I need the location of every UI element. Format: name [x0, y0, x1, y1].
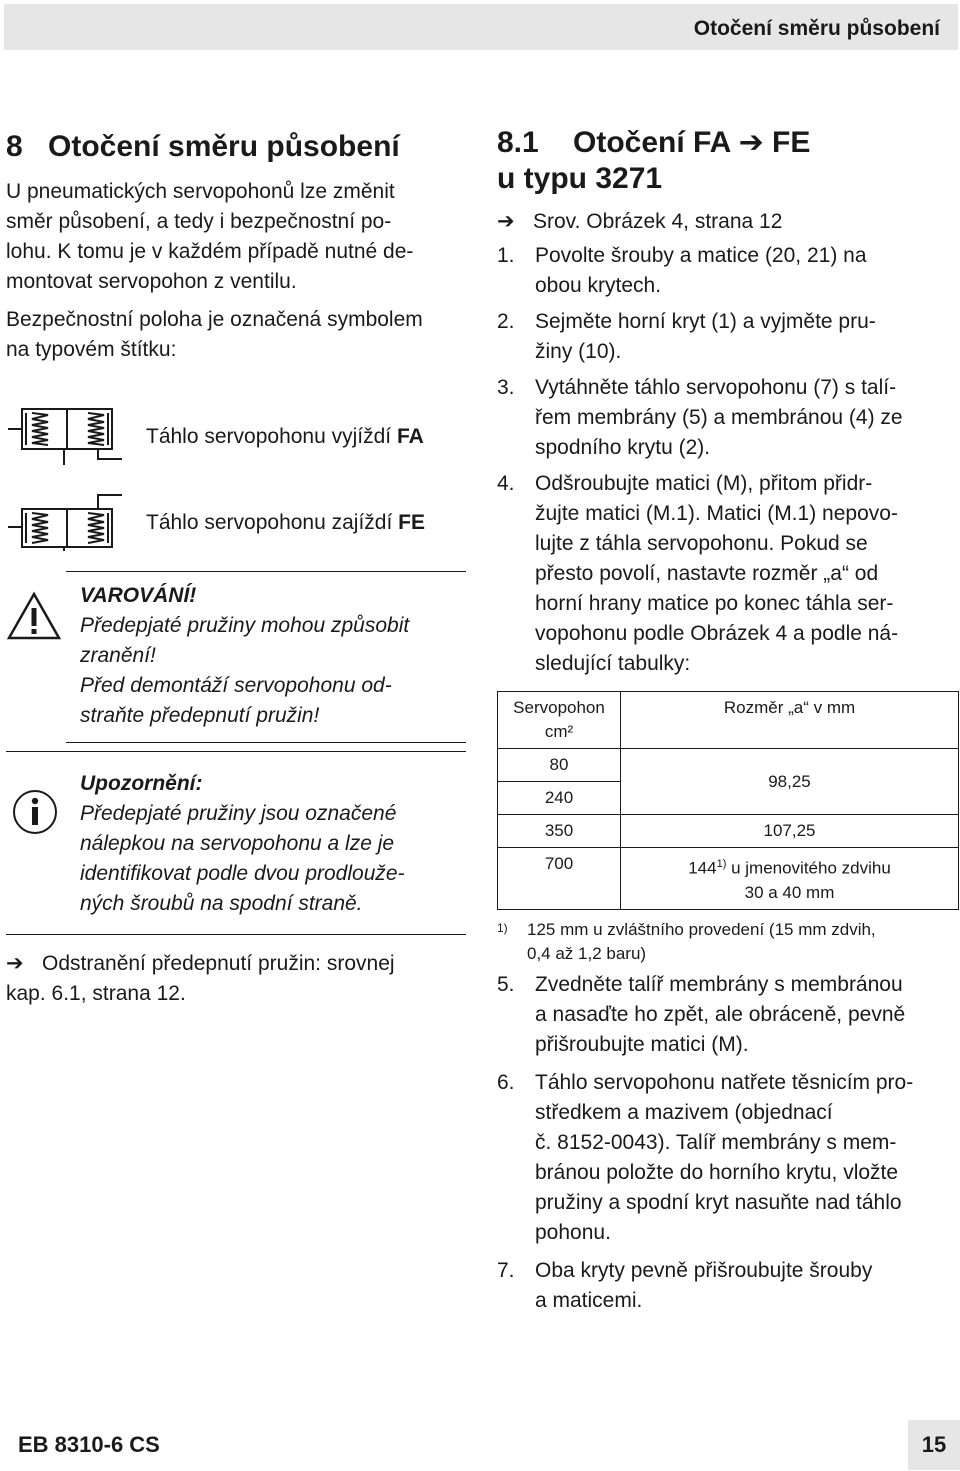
step-line: pohonu.: [535, 1220, 611, 1244]
step-line: a nasaďte ho zpět, ale obráceně, pevně: [535, 1002, 906, 1026]
symbol-intro-paragraph: [6, 305, 466, 365]
intro-line: U pneumatických servopohonů lze změnit: [6, 180, 395, 203]
symbol-fe-row: [6, 489, 466, 559]
symbol-fa-row: [6, 405, 466, 475]
step-number: 1.: [497, 244, 515, 267]
steps-list-a: [497, 241, 957, 679]
table-header-text: Servopohon: [513, 698, 605, 717]
section-title: Otočení směru působení: [48, 130, 400, 163]
step-number: 4.: [497, 472, 515, 495]
warning-line: Předepjaté pružiny mohou způsobit: [80, 614, 410, 637]
table-footnote: [497, 918, 957, 966]
symbol-fa-label: [146, 425, 424, 449]
note-line: ných šroubů na spodní straně.: [80, 892, 363, 915]
cross-reference-line: Odstranění předepnutí pružin: srovnej: [42, 952, 395, 975]
table-cell: 350: [498, 815, 621, 848]
step-line: Zvedněte talíř membrány s membránou: [535, 972, 903, 996]
section-number: 8: [6, 130, 23, 163]
table-header-text: cm²: [544, 722, 574, 741]
symbol-fe-text: Táhlo servopohonu zajíždí: [146, 511, 399, 534]
table-cell-text: 30 a 40 mm: [744, 882, 835, 902]
table-cell: 700: [498, 848, 621, 910]
step-line: vopohonu podle Obrázek 4 a podle ná-: [535, 622, 899, 645]
symbol-fe-label: [146, 511, 425, 535]
footnote-line: 125 mm u zvláštního provedení (15 mm zdvih,: [527, 919, 876, 939]
footnote-line: 0,4 až 1,2 baru): [527, 943, 647, 963]
step-line: Povolte šrouby a matice (20, 21) na: [535, 244, 867, 267]
note-block: [6, 751, 466, 935]
step-line: horní hrany matice po konec táhla ser-: [535, 592, 894, 615]
step-line: Vytáhněte táhlo servopohonu (7) s talí-: [535, 376, 897, 399]
step-line: žiny (10).: [535, 340, 622, 363]
warning-line: straňte předepnutí pružin!: [80, 704, 320, 727]
subsection-heading: [497, 125, 957, 161]
footnote-ref: 1): [716, 858, 727, 870]
symbol-fe-code: FE: [398, 511, 425, 534]
table-cell: 80: [498, 749, 621, 782]
table-cell: 107,25: [621, 815, 959, 848]
header-bar: [4, 4, 958, 50]
symbol-fa-code: FA: [396, 425, 424, 448]
intro-paragraph: [6, 177, 466, 297]
table-cell-text: 144: [688, 858, 717, 878]
table-cell: [621, 848, 959, 910]
symbol-intro-line: na typovém štítku:: [6, 338, 177, 361]
arrow-right-icon: ➔: [6, 952, 24, 975]
table-row: [498, 848, 959, 910]
step-line: a maticemi.: [535, 1288, 643, 1312]
step-item: [497, 307, 957, 367]
subsection-title-line2: u typu 3271: [497, 162, 663, 195]
table-cell: 240: [498, 782, 621, 815]
spring-fa-icon: [6, 405, 124, 467]
subsection-title: Otočení FA ➔ FE: [573, 126, 811, 159]
table-cell: 98,25: [621, 749, 959, 815]
table-header-row: [498, 692, 959, 749]
figure-reference: [497, 207, 957, 237]
warning-triangle-icon: [6, 591, 62, 641]
intro-line: montovat servopohon z ventilu.: [6, 270, 297, 293]
subsection-number: 8.1: [497, 126, 539, 159]
step-line: řem membrány (5) a membránou (4) ze: [535, 406, 903, 429]
intro-line: směr působení, a tedy i bezpečnostní po-: [6, 210, 392, 233]
note-line: Předepjaté pružiny jsou označené: [80, 802, 397, 825]
left-column: [6, 125, 466, 1009]
note-line: nálepkou na servopohonu a lze je: [80, 832, 395, 855]
note-line: identifikovat podle dvou prodlouže-: [80, 862, 405, 885]
warning-text: [80, 581, 466, 731]
section-heading: [6, 125, 466, 169]
step-line: Odšroubujte matici (M), přitom přidr-: [535, 472, 873, 495]
cross-reference-line: kap. 6.1, strana 12.: [6, 982, 186, 1005]
step-line: pružiny a spodní kryt nasuňte nad táhlo: [535, 1190, 902, 1214]
table-row: [498, 749, 959, 782]
symbol-fa-text: Táhlo servopohonu vyjíždí: [146, 425, 397, 448]
page-number: [908, 1420, 960, 1470]
note-heading: Upozornění:: [80, 772, 203, 795]
step-item: [497, 241, 957, 301]
step-line: Sejměte horní kryt (1) a vyjměte pru-: [535, 310, 876, 333]
step-line: středkem a mazivem (objednací: [535, 1100, 833, 1124]
intro-line: lohu. K tomu je v každém případě nutné de-: [6, 240, 414, 263]
step-line: přišroubujte matici (M).: [535, 1032, 749, 1056]
step-item: [497, 469, 957, 679]
note-top-rule: [6, 751, 466, 752]
spring-fe-icon: [6, 489, 124, 551]
page-number-text: 15: [921, 1432, 947, 1457]
step-item: [497, 373, 957, 463]
info-icon: [12, 789, 58, 835]
step-item: [497, 1256, 957, 1316]
step-line: lujte z táhla servopohonu. Pokud se: [535, 532, 868, 555]
step-number: 7.: [497, 1258, 515, 1282]
step-line: obou krytech.: [535, 274, 662, 297]
step-number: 3.: [497, 376, 515, 399]
step-line: sledující tabulky:: [535, 652, 691, 675]
warning-line: Před demontáží servopohonu od-: [80, 674, 392, 697]
step-line: žujte matici (M.1). Matici (M.1) nepovo-: [535, 502, 898, 525]
warning-block: [6, 573, 466, 741]
step-line: Oba kryty pevně přišroubujte šrouby: [535, 1258, 873, 1282]
step-number: 6.: [497, 1070, 515, 1094]
right-column: [497, 125, 957, 1316]
header-title: Otočení směru působení: [693, 17, 940, 40]
cross-reference: [6, 949, 466, 979]
note-bottom-rule: [6, 934, 466, 935]
warning-bottom-rule: [66, 742, 466, 743]
warning-top-rule: [66, 571, 466, 572]
symbol-intro-line: Bezpečnostní poloha je označená symbolem: [6, 308, 423, 331]
note-text: [80, 769, 466, 919]
table-header-cell: [498, 692, 621, 749]
arrow-right-icon: ➔: [497, 210, 515, 233]
steps-list-b: [497, 970, 957, 1316]
step-item: [497, 970, 957, 1060]
warning-line: zranění!: [80, 644, 156, 667]
step-line: spodního krytu (2).: [535, 436, 711, 459]
step-number: 2.: [497, 310, 515, 333]
document-id: EB 8310-6 CS: [18, 1432, 160, 1457]
step-item: [497, 1068, 957, 1248]
warning-heading: VAROVÁNÍ!: [80, 584, 197, 607]
table-row: [498, 815, 959, 848]
table-header-cell: Rozměr „a“ v mm: [621, 692, 959, 749]
table-cell-text: u jmenovitého zdvihu: [726, 858, 891, 878]
step-line: Táhlo servopohonu natřete těsnicím pro-: [535, 1070, 914, 1094]
figure-reference-text: Srov. Obrázek 4, strana 12: [533, 210, 783, 233]
footnote-mark: 1): [497, 920, 508, 935]
step-number: 5.: [497, 972, 515, 996]
step-line: č. 8152-0043). Talíř membrány s mem-: [535, 1130, 897, 1154]
step-line: přesto povolí, nastavte rozměr „a“ od: [535, 562, 879, 585]
dimension-table: [497, 691, 959, 910]
step-line: bránou položte do horního krytu, vložte: [535, 1160, 899, 1184]
